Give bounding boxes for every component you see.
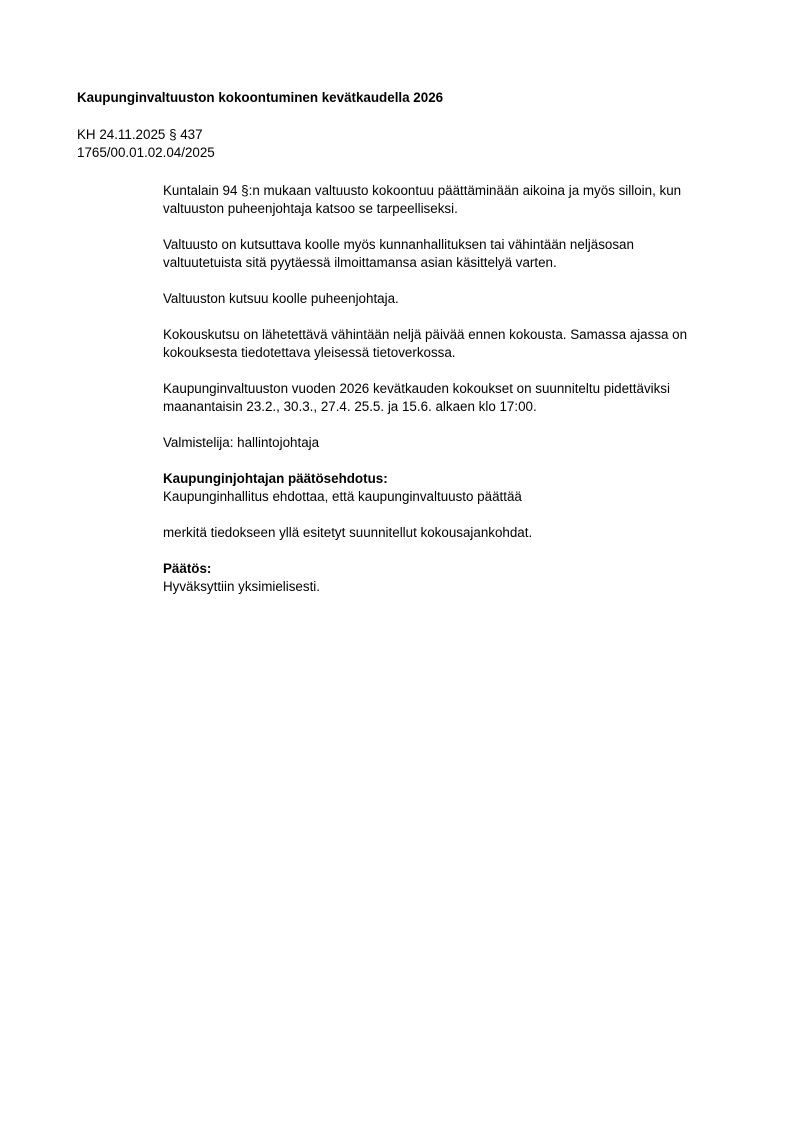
meeting-reference: KH 24.11.2025 § 437 bbox=[77, 127, 203, 142]
paragraph-line: kokouksesta tiedotettava yleisessä tietoverkossa. bbox=[163, 345, 456, 360]
paragraph-line: valtuuston puheenjohtaja katsoo se tarpeelliseksi. bbox=[163, 201, 458, 216]
paragraph-legal-basis bbox=[163, 182, 753, 218]
paragraph-convening-obligation bbox=[163, 236, 753, 272]
decision-section bbox=[163, 560, 753, 596]
paragraph-line: Kokouskutsu on lähetettävä vähintään neljä päivää ennen kokousta. Samassa ajassa on bbox=[163, 327, 688, 342]
proposal-resolution bbox=[163, 524, 753, 542]
proposal-resolution-text: merkitä tiedokseen yllä esitetyt suunnitellut kokousajankohdat. bbox=[163, 525, 533, 540]
paragraph-line: maanantaisin 23.2., 30.3., 27.4. 25.5. ja 15.6. alkaen klo 17:00. bbox=[163, 399, 537, 414]
paragraph-schedule bbox=[163, 380, 753, 416]
paragraph-line: Valtuusto on kutsuttava koolle myös kunnanhallituksen tai vähintään neljäsosan bbox=[163, 237, 634, 252]
document-meta bbox=[77, 126, 215, 162]
paragraph-invitation bbox=[163, 326, 753, 362]
paragraph-convener bbox=[163, 290, 753, 308]
document-body bbox=[163, 182, 753, 614]
paragraph-line: Kuntalain 94 §:n mukaan valtuusto kokoontuu päättäminään aikoina ja myös silloin, kun bbox=[163, 183, 682, 198]
proposal-section bbox=[163, 470, 753, 506]
case-number: 1765/00.01.02.04/2025 bbox=[77, 145, 215, 160]
proposal-text: Kaupunginhallitus ehdottaa, että kaupunginvaltuusto päättää bbox=[163, 489, 522, 504]
paragraph-line: Valtuuston kutsuu koolle puheenjohtaja. bbox=[163, 291, 399, 306]
paragraph-preparer bbox=[163, 434, 753, 452]
proposal-heading: Kaupunginjohtajan päätösehdotus: bbox=[163, 471, 388, 486]
paragraph-line: Kaupunginvaltuuston vuoden 2026 kevätkauden kokoukset on suunniteltu pidettäviksi bbox=[163, 381, 670, 396]
document-title: Kaupunginvaltuuston kokoontuminen kevätkaudella 2026 bbox=[77, 90, 444, 105]
decision-heading: Päätös: bbox=[163, 561, 212, 576]
decision-text: Hyväksyttiin yksimielisesti. bbox=[163, 579, 320, 594]
paragraph-line: Valmistelija: hallintojohtaja bbox=[163, 435, 320, 450]
paragraph-line: valtuutetuista sitä pyytäessä ilmoittamansa asian käsittelyä varten. bbox=[163, 255, 557, 270]
